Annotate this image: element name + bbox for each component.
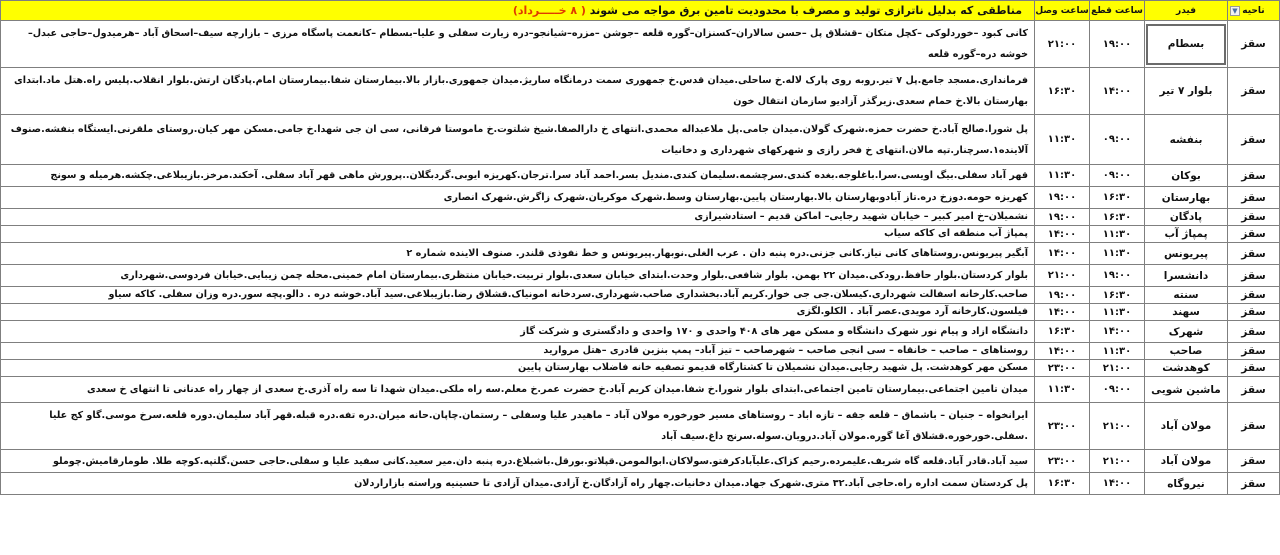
table-title-text: مناطقی که بدلیل ناترازی تولید و مصرف با محدودیت تامین برق مواجه می شوند xyxy=(589,4,1022,17)
cut-time-cell: ۱۶:۳۰ xyxy=(1090,187,1145,209)
affected-areas-cell: پمپاژ آب منطقه ای کاکه سیاب xyxy=(1,226,1035,243)
affected-areas-cell: پل شورا.صالح آباد.خ حضرت حمزه.شهرک گولان.میدان جامی.پل ملاعبداله محمدی.انتهای خ دارالصفا.شیخ شلتوت.خ ماموستا فرقانی، سی ان جی شهدا.خ جامی.مسکن مهر کیان.روستای ملقرنی.ایستگاه بنفشه.صنوف آلاینده۱.سرچنار.تپه مالان.انتهای خ فخر رازی و شهرکهای شهرداری و دخانیات xyxy=(1,115,1035,165)
table-row xyxy=(1,209,1280,226)
table-row xyxy=(1,304,1280,321)
reconnect-time-cell: ۱۱:۳۰ xyxy=(1035,377,1090,403)
reconnect-time-cell: ۱۹:۰۰ xyxy=(1035,187,1090,209)
feeder-cell: پیریونس xyxy=(1145,243,1228,265)
cut-time-cell: ۱۱:۳۰ xyxy=(1090,226,1145,243)
area-cell: سقز xyxy=(1228,321,1280,343)
table-title-date: ( ۸ خـــــرداد) xyxy=(512,4,586,17)
area-cell: سقز xyxy=(1228,450,1280,473)
area-cell: سقز xyxy=(1228,287,1280,304)
reconnect-time-cell: ۲۱:۰۰ xyxy=(1035,21,1090,68)
feeder-cell: سنته xyxy=(1145,287,1228,304)
table-row xyxy=(1,265,1280,287)
column-header-area[interactable] xyxy=(1228,1,1280,21)
affected-areas-cell: دانشگاه ازاد و پیام نور شهرک دانشگاه و مسکن مهر های ۴۰۸ واحدی و ۱۷۰ واحدی و دادگستری و شرکت گاز xyxy=(1,321,1035,343)
area-cell: سقز xyxy=(1228,403,1280,450)
table-row xyxy=(1,187,1280,209)
area-cell: سقز xyxy=(1228,68,1280,115)
table-row xyxy=(1,21,1280,68)
table-title xyxy=(1,1,1035,21)
affected-areas-cell: فرمانداری.مسجد جامع.پل ۷ تیر.روبه روی پارک لاله.خ ساحلی.میدان قدس.خ جمهوری سمت درمانگاه ساریژ.میدان جمهوری.بازار بالا.بیمارستان شفا.بیمارستان امام.پادگان ارتش.بلوار انقلاب.پلیس راه.هتل ماد.ابتدای بهارستان بالا.خ حمام سعدی.زیرگذر آزادیو سازمان انتقال خون xyxy=(1,68,1035,115)
affected-areas-cell: روستاهای – صاحب – خانقاه – سی انجی صاحب – شهرصاحب – تیز آباد– پمپ بنزین قادری –هتل مروارید xyxy=(1,343,1035,360)
cut-time-cell: ۱۴:۰۰ xyxy=(1090,473,1145,495)
cut-time-cell: ۱۱:۳۰ xyxy=(1090,243,1145,265)
reconnect-time-cell: ۱۶:۳۰ xyxy=(1035,473,1090,495)
feeder-cell: مولان آباد xyxy=(1145,450,1228,473)
area-cell: سقز xyxy=(1228,243,1280,265)
table-row xyxy=(1,68,1280,115)
reconnect-time-cell: ۱۶:۳۰ xyxy=(1035,68,1090,115)
feeder-cell: مولان آباد xyxy=(1145,403,1228,450)
affected-areas-cell: مسکن مهر کوهدشت. پل شهید رجایی.میدان نشمیلان تا کشتارگاه قدیمو تصفیه خانه فاضلاب بهارستان پایین xyxy=(1,360,1035,377)
area-cell: سقز xyxy=(1228,226,1280,243)
cut-time-cell: ۱۹:۰۰ xyxy=(1090,265,1145,287)
reconnect-time-cell: ۱۴:۰۰ xyxy=(1035,226,1090,243)
reconnect-time-cell: ۱۶:۳۰ xyxy=(1035,321,1090,343)
affected-areas-cell: نشمیلان–خ امیر کبیر – خیابان شهید رجایی– اماکن قدیم – استادشیرازی xyxy=(1,209,1035,226)
reconnect-time-cell: ۱۴:۰۰ xyxy=(1035,304,1090,321)
cut-time-cell: ۱۴:۰۰ xyxy=(1090,68,1145,115)
reconnect-time-cell: ۱۴:۰۰ xyxy=(1035,343,1090,360)
reconnect-time-cell: ۲۳:۰۰ xyxy=(1035,450,1090,473)
feeder-cell: سهند xyxy=(1145,304,1228,321)
feeder-cell: دانشسرا xyxy=(1145,265,1228,287)
area-cell: سقز xyxy=(1228,265,1280,287)
cut-time-cell: ۲۱:۰۰ xyxy=(1090,450,1145,473)
affected-areas-cell: کهریزه حومه.دوزخ دره.تاز آبادوبهارستان بالا.بهارستان پایین.بهارستان وسط.شهرک موکریان.شهرک زاگرش.شهرک انصاری xyxy=(1,187,1035,209)
cut-time-cell: ۱۶:۳۰ xyxy=(1090,209,1145,226)
feeder-cell: بلوار ۷ تیر xyxy=(1145,68,1228,115)
area-cell: سقز xyxy=(1228,187,1280,209)
cut-time-cell: ۱۴:۰۰ xyxy=(1090,321,1145,343)
column-header-cut-time: ساعت قطع xyxy=(1090,1,1145,21)
affected-areas-cell: ایرانخواه – جنیان – باشماق – قلعه جقه – تازه اباد – روستاهای مسیر خورخوره مولان آباد – ماهیدر علیا وسفلی – رستمان.چاپان.حانه میران.دره تفه.دره قبله.قهر آباد سلیمان.دوره قلعه.سرخ موسی.گاو کج علیا .سفلی.خورخوره.قشلاق آغا گوره.مولان آباد.درویان.سوله.سرنج داغ.سیف آباد xyxy=(1,403,1035,450)
cut-time-cell: ۱۹:۰۰ xyxy=(1090,21,1145,68)
cut-time-cell: ۲۱:۰۰ xyxy=(1090,403,1145,450)
reconnect-time-cell: ۲۱:۰۰ xyxy=(1035,265,1090,287)
affected-areas-cell: کانی کبود –خوردلوکی –کچل متکان –قشلاق پل –حسن سالاران–کسنزان–گوره قلعه –جوشن –مزره–شیانجو–دره زیارت سفلی و علیا–بسطام –کانعمت پاسگاه مرزی – بازارچه سیف–اسحاق آباد –هرمیدول–حاجی عبدل–خوشه دره–گوره قلعه xyxy=(1,21,1035,68)
reconnect-time-cell: ۱۱:۳۰ xyxy=(1035,165,1090,187)
feeder-cell: کوهدشت xyxy=(1145,360,1228,377)
table-row xyxy=(1,321,1280,343)
feeder-cell: پادگان xyxy=(1145,209,1228,226)
table-row xyxy=(1,115,1280,165)
area-cell: سقز xyxy=(1228,21,1280,68)
column-header-feeder: فیدر xyxy=(1145,1,1228,21)
cut-time-cell: ۱۶:۳۰ xyxy=(1090,287,1145,304)
affected-areas-cell: بلوار کردستان.بلوار حافظ.رودکی.میدان ۲۲ بهمن. بلوار شافعی.بلوار وحدت.ابتدای خیابان سعدی.بلوار تربیت.خیابان منتظری.بیمارستان امام خمینی.محله چمن زیبایی.خیابان فردوسی.شهرداری xyxy=(1,265,1035,287)
area-cell: سقز xyxy=(1228,209,1280,226)
cut-time-cell: ۰۹:۰۰ xyxy=(1090,115,1145,165)
reconnect-time-cell: ۲۳:۰۰ xyxy=(1035,403,1090,450)
reconnect-time-cell: ۱۹:۰۰ xyxy=(1035,209,1090,226)
feeder-cell: صاحب xyxy=(1145,343,1228,360)
affected-areas-cell: پل کردستان سمت اداره راه.حاجی آباد.۳۲ متری.شهرک جهاد.میدان دخانیات.چهار راه آزادگان.خ آزادی.میدان آزادی تا حسینیه وراسته بازاراردلان xyxy=(1,473,1035,495)
feeder-cell: بنفشه xyxy=(1145,115,1228,165)
table-row xyxy=(1,343,1280,360)
feeder-cell: بهارستان xyxy=(1145,187,1228,209)
affected-areas-cell: فیلسون.کارخانه آرد مویدی.عصر آباد . الکلو.لگزی xyxy=(1,304,1035,321)
table-row xyxy=(1,226,1280,243)
feeder-cell: بوکان xyxy=(1145,165,1228,187)
affected-areas-cell: سید آباد.قادر آباد.قلعه گاه شریف.علیمرده.رحیم کزاک.علیآبادکرفتو.سولاکان.ابوالمومن.قپلاتو.بورقل.باشبلاغ.دره پنبه دان.میر سعید.کانی سفید علیا و سفلی.حاجی حسن.گلتپه.کوچه طلا. طومارقامیش.چوملو xyxy=(1,450,1035,473)
cut-time-cell: ۰۹:۰۰ xyxy=(1090,377,1145,403)
column-header-reconnect-time: ساعت وصل xyxy=(1035,1,1090,21)
affected-areas-cell: قهر آباد سفلی.بیگ اویسی.سرا.باغلوجه.بغده کندی.سرچشمه.سلیمان کندی.مندیل بسر.احمد آباد سرا.ترجان.کهریزه ایوبی.گردبگلان..پرورش ماهی قهر آباد سفلی. آخکند.مرخز.بازیبلاغی.چکشه.هرمیله و سونج xyxy=(1,165,1035,187)
area-cell: سقز xyxy=(1228,165,1280,187)
area-cell: سقز xyxy=(1228,304,1280,321)
cut-time-cell: ۲۱:۰۰ xyxy=(1090,360,1145,377)
cut-time-cell: ۰۹:۰۰ xyxy=(1090,165,1145,187)
feeder-cell: ماشین شویی xyxy=(1145,377,1228,403)
feeder-cell: پمپاژ آب xyxy=(1145,226,1228,243)
column-header-area-label: ناحیه xyxy=(1242,5,1265,16)
feeder-cell[interactable] xyxy=(1145,21,1228,68)
affected-areas-cell: صاحب.کارخانه اسفالت شهرداری.کیسلان.جی جی خوار.کریم آباد.بخشداری صاحب.شهرداری.سردخانه امونیاک.قشلاق رضا.بازیبلاغی.سید آباد.خوشه دره . دالو.پچه سور.دره وزان سفلی. کاکه سیاو xyxy=(1,287,1035,304)
cut-time-cell: ۱۱:۳۰ xyxy=(1090,304,1145,321)
table-row xyxy=(1,165,1280,187)
area-cell: سقز xyxy=(1228,343,1280,360)
affected-areas-cell: آبگیر پیریونس.روستاهای کانی نیاز.کانی جزنی.دره پنبه دان . عرب الغلی.نوبهار.پیریونس و خط نفوذی قلندر. صنوف الاینده شماره ۲ xyxy=(1,243,1035,265)
table-row xyxy=(1,473,1280,495)
table-row xyxy=(1,360,1280,377)
table-row xyxy=(1,450,1280,473)
affected-areas-cell: میدان تامین اجتماعی.بیمارستان تامین اجتماعی.ابتدای بلوار شورا.خ شفا.میدان کریم آباد.خ حضرت عمر.خ معلم.سه راه ملکی.میدان شهدا تا سه راه آذری.خ سعدی از چهار راه عدنانی تا انتهای خ سعدی xyxy=(1,377,1035,403)
selected-cell-outline[interactable]: بسطام xyxy=(1145,23,1227,66)
feeder-cell: نیروگاه xyxy=(1145,473,1228,495)
reconnect-time-cell: ۲۳:۰۰ xyxy=(1035,360,1090,377)
filter-dropdown-icon[interactable]: ▼ xyxy=(1230,6,1240,16)
table-row xyxy=(1,403,1280,450)
feeder-cell: شهرک xyxy=(1145,321,1228,343)
reconnect-time-cell: ۱۱:۳۰ xyxy=(1035,115,1090,165)
table-row xyxy=(1,377,1280,403)
reconnect-time-cell: ۱۹:۰۰ xyxy=(1035,287,1090,304)
reconnect-time-cell: ۱۴:۰۰ xyxy=(1035,243,1090,265)
area-cell: سقز xyxy=(1228,360,1280,377)
table-row xyxy=(1,243,1280,265)
cut-time-cell: ۱۱:۳۰ xyxy=(1090,343,1145,360)
table-header-row xyxy=(1,1,1280,21)
area-cell: سقز xyxy=(1228,115,1280,165)
area-cell: سقز xyxy=(1228,377,1280,403)
table-row xyxy=(1,287,1280,304)
area-cell: سقز xyxy=(1228,473,1280,495)
